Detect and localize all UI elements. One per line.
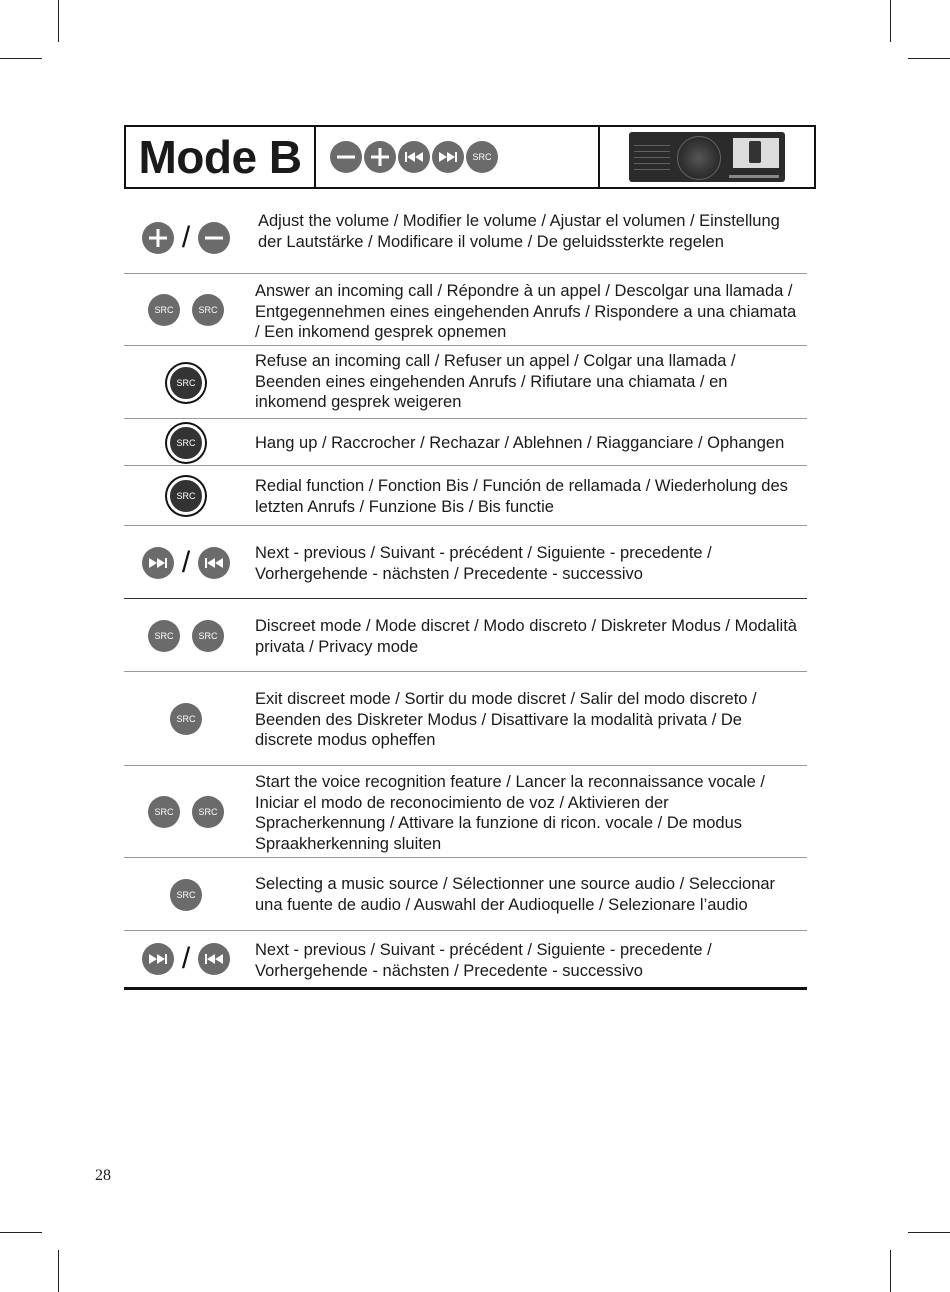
row-description: Selecting a music source / Sélectionner une source audio / Seleccionar una fuente de audio / Auswahl der Audioquelle / Selezionare l’audio [255, 875, 776, 914]
row-description: Answer an incoming call / Répondre à un appel / Descolgar una llamada / Entgegennehmen eines eingehenden Anrufs / Rispondere a una chiamata / Een inkomend gesprek opnemen [255, 282, 797, 341]
plus-icon [142, 222, 174, 254]
row-description: Hang up / Raccrocher / Rechazar / Ablehnen / Riagganciare / Ophangen [255, 434, 785, 452]
row-description: Start the voice recognition feature / Lancer la reconnaissance vocale / Iniciar el modo de reconocimiento de voz / Aktivieren der Spracherkennung / Attivare la funzione di ricon. vocale / De modus Spraakherkenning sluiten [255, 773, 765, 853]
row-description: Adjust the volume / Modifier le volume / Ajustar el volumen / Einstellung der Lautstärke / Modificare il volume / De geluidssterkte regelen [258, 212, 780, 251]
src-button-icon: SRC [192, 620, 224, 652]
table-row [124, 526, 807, 599]
row-icons [124, 526, 248, 599]
crop-mark [58, 0, 59, 42]
crop-mark [908, 1232, 950, 1233]
table-row [124, 274, 807, 346]
previous-icon [198, 943, 230, 975]
row-description: Next - previous / Suivant - précédent / Siguiente - precedente / Vorhergehende - nächsten / Precedente - successivo [255, 941, 712, 980]
crop-mark [890, 0, 891, 42]
row-icons [124, 931, 248, 987]
src-button-icon: SRC [466, 141, 498, 173]
row-icons [124, 466, 248, 526]
previous-icon [198, 547, 230, 579]
row-description: Redial function / Fonction Bis / Función de rellamada / Wiederholung des letzten Anrufs / Funzione Bis / Bis functie [255, 477, 788, 516]
row-icons [124, 599, 248, 672]
next-icon [142, 547, 174, 579]
table-row [124, 466, 807, 526]
table-row [124, 766, 807, 858]
minus-icon [330, 141, 362, 173]
src-hold-button-icon: SRC [167, 424, 205, 462]
table-row [124, 858, 807, 931]
src-button-icon: SRC [148, 620, 180, 652]
src-hold-button-icon: SRC [167, 477, 205, 515]
plus-icon [364, 141, 396, 173]
separator-slash: / [181, 220, 191, 254]
row-icons [124, 346, 248, 419]
row-description: Discreet mode / Mode discret / Modo discreto / Diskreter Modus / Modalità privata / Privacy mode [255, 617, 797, 656]
table-row [124, 672, 807, 766]
header-button-legend [316, 127, 600, 187]
table-row [124, 931, 807, 990]
row-icons [124, 672, 248, 766]
table-row [124, 201, 807, 274]
row-icons [124, 201, 248, 274]
src-button-icon: SRC [148, 294, 180, 326]
row-icons [124, 858, 248, 931]
next-icon [432, 141, 464, 173]
row-description: Next - previous / Suivant - précédent / Siguiente - precedente / Vorhergehende - nächsten / Precedente - successivo [255, 544, 712, 583]
previous-icon [398, 141, 430, 173]
row-icons [124, 274, 248, 346]
separator-slash: / [181, 942, 191, 975]
page-number: 28 [95, 1167, 111, 1184]
device-image-cell [600, 127, 814, 187]
page-title: Mode B [126, 127, 316, 187]
crop-mark [908, 58, 950, 59]
crop-mark [0, 58, 42, 59]
src-button-icon: SRC [170, 879, 202, 911]
table-row [124, 346, 807, 419]
src-hold-button-icon: SRC [167, 364, 205, 402]
minus-icon [198, 222, 230, 254]
row-icons [124, 766, 248, 858]
crop-mark [0, 1232, 42, 1233]
src-button-icon: SRC [170, 703, 202, 735]
row-description: Refuse an incoming call / Refuser un appel / Colgar una llamada / Beenden eines eingehenden Anrufs / Rifiutare una chiamata / en inkomend gesprek weigeren [255, 352, 736, 411]
next-icon [142, 943, 174, 975]
mode-header [124, 125, 816, 189]
table-row [124, 419, 807, 466]
row-icons [124, 419, 248, 466]
car-radio-image [629, 132, 785, 182]
separator-slash: / [181, 545, 191, 579]
crop-mark [890, 1250, 891, 1292]
src-button-icon: SRC [192, 796, 224, 828]
crop-mark [58, 1250, 59, 1292]
table-row [124, 599, 807, 672]
src-button-icon: SRC [148, 796, 180, 828]
src-button-icon: SRC [192, 294, 224, 326]
row-description: Exit discreet mode / Sortir du mode discret / Salir del modo discreto / Beenden des Diskreter Modus / Disattivare la modalità privata / De discrete modus opheffen [255, 690, 757, 749]
